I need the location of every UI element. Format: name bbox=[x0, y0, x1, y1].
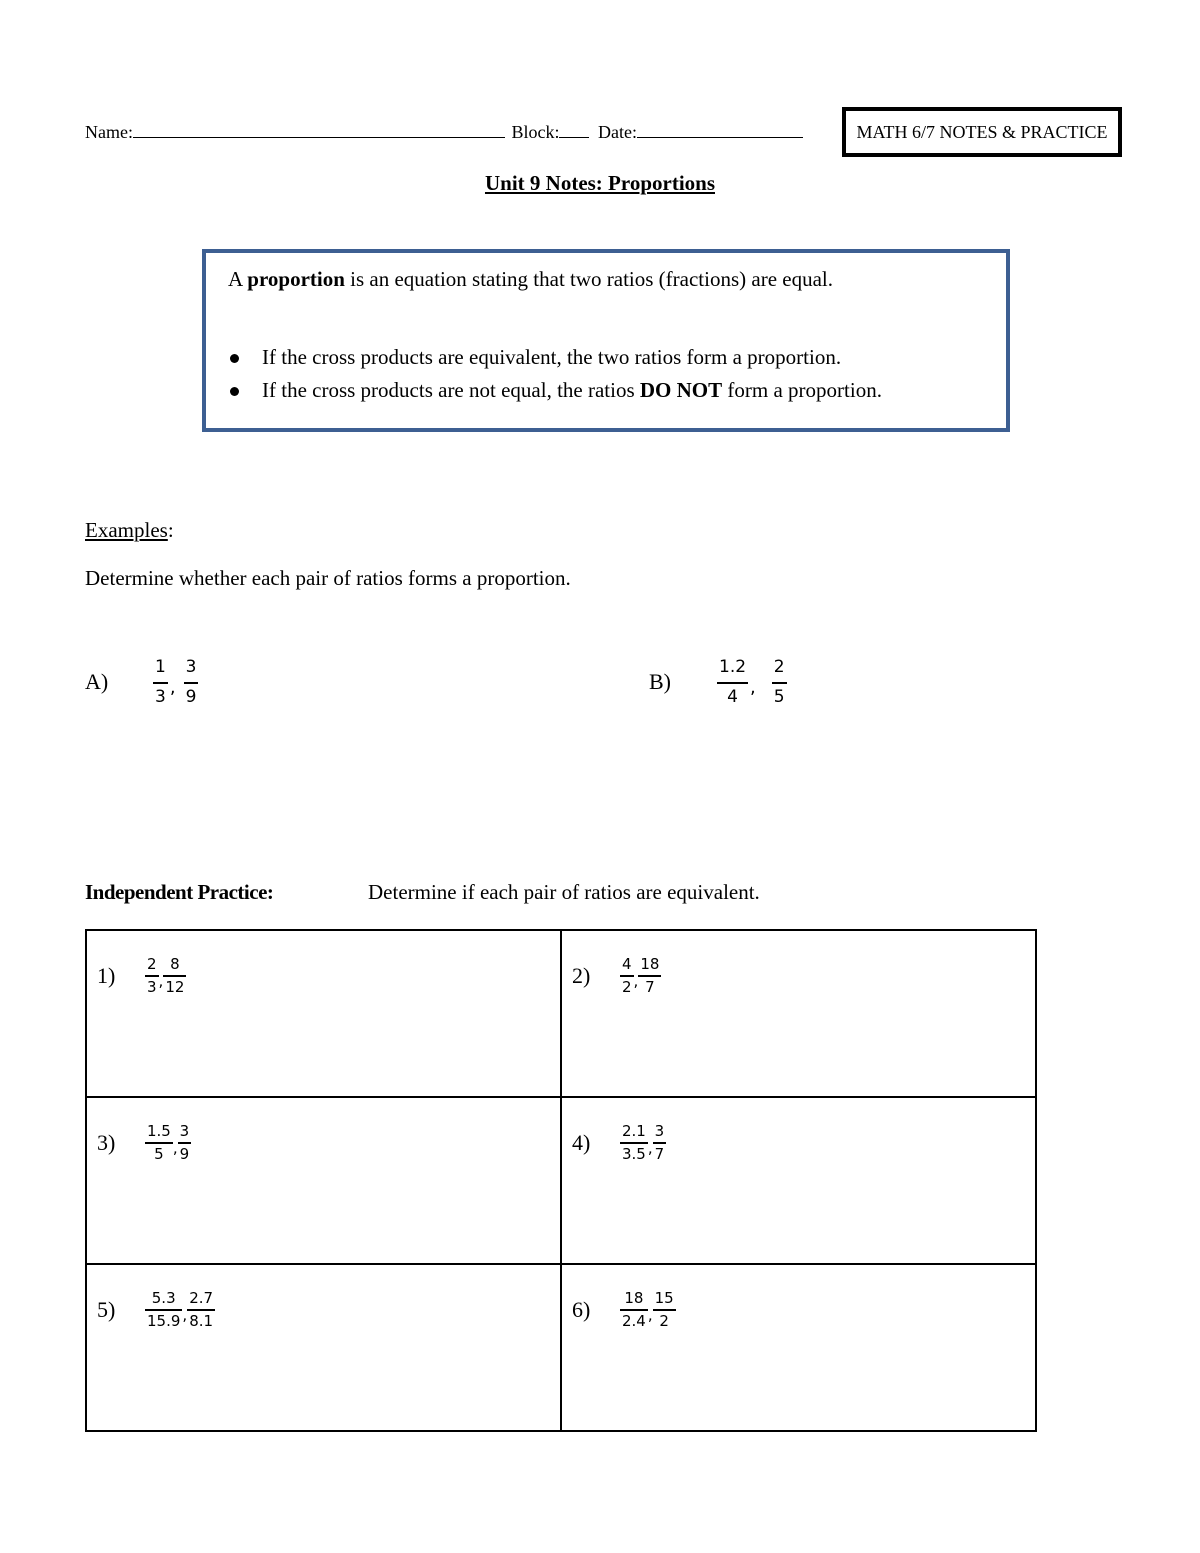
problem bbox=[97, 955, 186, 996]
bullet-icon bbox=[230, 354, 239, 363]
numerator: 3 bbox=[185, 657, 197, 677]
fraction bbox=[638, 955, 661, 996]
date-field[interactable] bbox=[637, 123, 803, 138]
name-label: Name: bbox=[85, 122, 133, 142]
numerator: 1.5 bbox=[147, 1122, 171, 1140]
practice-grid bbox=[85, 929, 1037, 1432]
definition-prefix: A bbox=[228, 267, 248, 291]
bullet-text: If the cross products are equivalent, the two ratios form a proportion. bbox=[262, 345, 842, 369]
block-label: Block: bbox=[511, 122, 560, 142]
numerator: 4 bbox=[622, 955, 632, 973]
problem-number: 5) bbox=[97, 1296, 116, 1322]
example-b bbox=[649, 657, 787, 707]
bullet-bold: DO NOT bbox=[639, 378, 723, 402]
problem-number: 1) bbox=[97, 962, 116, 988]
example-a bbox=[85, 657, 198, 707]
problem-cell[interactable] bbox=[86, 1264, 561, 1431]
example-label: B) bbox=[649, 669, 671, 694]
numerator: 3 bbox=[654, 1122, 665, 1140]
date-label: Date: bbox=[597, 122, 637, 142]
denominator: 7 bbox=[645, 978, 655, 996]
numerator: 15 bbox=[654, 1289, 674, 1307]
comma: , bbox=[647, 1138, 653, 1157]
numerator: 2 bbox=[773, 657, 785, 677]
problem-number: 2) bbox=[572, 962, 591, 988]
problem-cell[interactable] bbox=[86, 930, 561, 1097]
numerator: 18 bbox=[624, 1289, 644, 1307]
problem-number: 4) bbox=[572, 1129, 591, 1155]
problem-cell[interactable] bbox=[86, 1097, 561, 1264]
page-title: Unit 9 Notes: Proportions bbox=[484, 171, 715, 195]
denominator: 2 bbox=[659, 1312, 669, 1330]
fraction bbox=[153, 657, 168, 707]
problem-cell[interactable] bbox=[561, 1264, 1036, 1431]
fraction bbox=[184, 657, 199, 707]
course-badge: MATH 6/7 NOTES & PRACTICE bbox=[842, 107, 1122, 157]
problem-cell[interactable] bbox=[561, 1097, 1036, 1264]
numerator: 18 bbox=[640, 955, 660, 973]
numerator: 5.3 bbox=[151, 1289, 176, 1307]
denominator: 5 bbox=[154, 1145, 164, 1163]
comma: , bbox=[172, 1138, 178, 1157]
practice-instruction: Determine if each pair of ratios are equivalent. bbox=[368, 880, 760, 904]
practice-heading: Independent Practice: bbox=[85, 880, 274, 904]
problem-number: 3) bbox=[97, 1129, 116, 1155]
fraction bbox=[653, 1289, 676, 1330]
problem-number: 6) bbox=[572, 1296, 591, 1322]
comma: , bbox=[182, 1305, 188, 1324]
definition-box bbox=[202, 249, 1010, 432]
fraction bbox=[620, 1122, 648, 1163]
numerator: 2.1 bbox=[622, 1122, 646, 1140]
numerator: 2.7 bbox=[189, 1289, 214, 1307]
bullet-icon bbox=[230, 387, 239, 396]
examples-heading bbox=[85, 518, 174, 543]
comma: , bbox=[158, 971, 164, 990]
denominator: 12 bbox=[165, 978, 185, 996]
fraction bbox=[772, 657, 787, 707]
fraction bbox=[653, 1122, 667, 1163]
definition-text bbox=[228, 267, 833, 292]
problem bbox=[97, 1289, 215, 1330]
problem bbox=[572, 1289, 676, 1330]
numerator: 8 bbox=[170, 955, 180, 973]
denominator: 4 bbox=[727, 687, 738, 707]
problem bbox=[572, 1122, 666, 1163]
examples-heading-text: Examples bbox=[85, 518, 168, 542]
denominator: 3 bbox=[147, 978, 157, 996]
numerator: 3 bbox=[179, 1122, 190, 1140]
comma: , bbox=[169, 676, 176, 698]
denominator: 9 bbox=[185, 687, 197, 707]
block-field[interactable] bbox=[559, 123, 589, 138]
example-label: A) bbox=[85, 669, 109, 694]
denominator: 8.1 bbox=[189, 1312, 214, 1330]
denominator: 15.9 bbox=[147, 1312, 181, 1330]
examples-heading-colon: : bbox=[167, 518, 174, 542]
fraction bbox=[145, 1289, 182, 1330]
fraction bbox=[717, 657, 748, 707]
problem bbox=[97, 1122, 191, 1163]
definition-bullet bbox=[206, 341, 882, 374]
comma: , bbox=[750, 676, 756, 698]
denominator: 3.5 bbox=[622, 1145, 646, 1163]
definition-term: proportion bbox=[247, 267, 345, 291]
denominator: 9 bbox=[179, 1145, 190, 1163]
denominator: 2.4 bbox=[622, 1312, 646, 1330]
fraction bbox=[145, 1122, 173, 1163]
denominator: 2 bbox=[622, 978, 632, 996]
denominator: 5 bbox=[773, 687, 785, 707]
fraction bbox=[163, 955, 186, 996]
numerator: 1.2 bbox=[719, 657, 747, 677]
definition-bullet bbox=[206, 374, 882, 407]
bullet-text-after: form a proportion. bbox=[722, 378, 882, 402]
numerator: 2 bbox=[147, 955, 157, 973]
problem-cell[interactable] bbox=[561, 930, 1036, 1097]
examples-instruction: Determine whether each pair of ratios forms a proportion. bbox=[85, 566, 571, 590]
problem bbox=[572, 955, 661, 996]
definition-bullets bbox=[206, 341, 882, 407]
fraction bbox=[620, 1289, 648, 1330]
denominator: 7 bbox=[654, 1145, 665, 1163]
comma: , bbox=[633, 971, 639, 990]
name-field[interactable] bbox=[133, 123, 505, 138]
fraction bbox=[145, 955, 159, 996]
definition-suffix: is an equation stating that two ratios (fractions) are equal. bbox=[344, 267, 834, 291]
fraction bbox=[620, 955, 634, 996]
denominator: 3 bbox=[155, 687, 166, 707]
fraction bbox=[187, 1289, 215, 1330]
bullet-text: If the cross products are not equal, the ratios bbox=[262, 378, 640, 402]
fraction bbox=[178, 1122, 192, 1163]
numerator: 1 bbox=[155, 657, 166, 677]
comma: , bbox=[647, 1305, 653, 1324]
header-fields bbox=[85, 122, 803, 143]
